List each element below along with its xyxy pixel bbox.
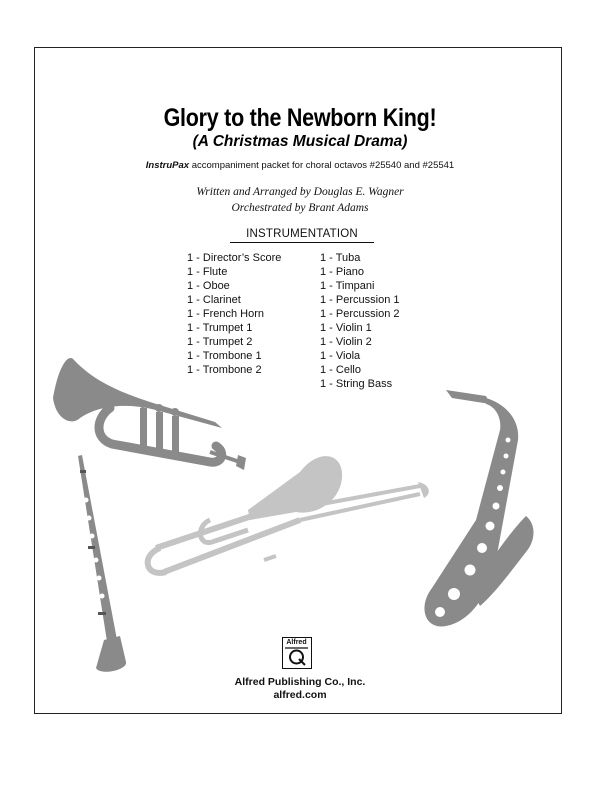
list-item: 1 - Trombone 1 — [187, 350, 262, 362]
list-item: 1 - French Horn — [187, 308, 265, 320]
list-item: 1 - Trumpet 2 — [187, 336, 253, 348]
packet-text: accompaniment packet for choral octavos #25540 and #25541 — [189, 160, 455, 171]
list-item: 1 - Director’s Score — [187, 252, 282, 264]
alfred-logo-icon — [282, 637, 312, 669]
logo-text: Alfred — [286, 639, 307, 646]
instrupax-brand: InstruPax — [145, 160, 190, 171]
list-item: 1 - Clarinet — [187, 294, 241, 306]
list-item: 1 - Tuba — [320, 252, 361, 264]
list-item: 1 - Percussion 1 — [320, 294, 400, 306]
list-item: 1 - Viola — [320, 350, 361, 362]
page-subtitle: (A Christmas Musical Drama) — [192, 133, 408, 150]
list-item: 1 - Trombone 2 — [187, 364, 262, 376]
written-by: Written and Arranged by Douglas E. Wagner — [196, 186, 404, 198]
list-item: 1 - Timpani — [320, 280, 375, 292]
list-item: 1 - Violin 2 — [320, 336, 372, 348]
orchestrated-by: Orchestrated by Brant Adams — [231, 202, 369, 214]
trombone-icon — [148, 456, 429, 573]
publisher-name: Alfred Publishing Co., Inc. — [234, 676, 366, 688]
list-item: 1 - Oboe — [187, 280, 230, 292]
list-item: 1 - Flute — [187, 266, 228, 278]
alfred-mark-icon — [283, 638, 310, 667]
publisher-url: alfred.com — [273, 689, 327, 701]
publisher-info — [0, 676, 600, 702]
trumpet-icon — [53, 358, 246, 470]
saxophone-icon — [424, 390, 533, 626]
clarinet-icon — [78, 455, 126, 672]
list-item: 1 - Cello — [320, 364, 361, 376]
list-item: 1 - Violin 1 — [320, 322, 372, 334]
list-item: 1 - Piano — [320, 266, 365, 278]
list-item: 1 - Trumpet 1 — [187, 322, 253, 334]
page-title: Glory to the Newborn King! — [163, 104, 437, 132]
list-item: 1 - Percussion 2 — [320, 308, 400, 320]
list-item: 1 - String Bass — [320, 378, 393, 390]
instrumentation-heading: INSTRUMENTATION — [230, 228, 374, 243]
